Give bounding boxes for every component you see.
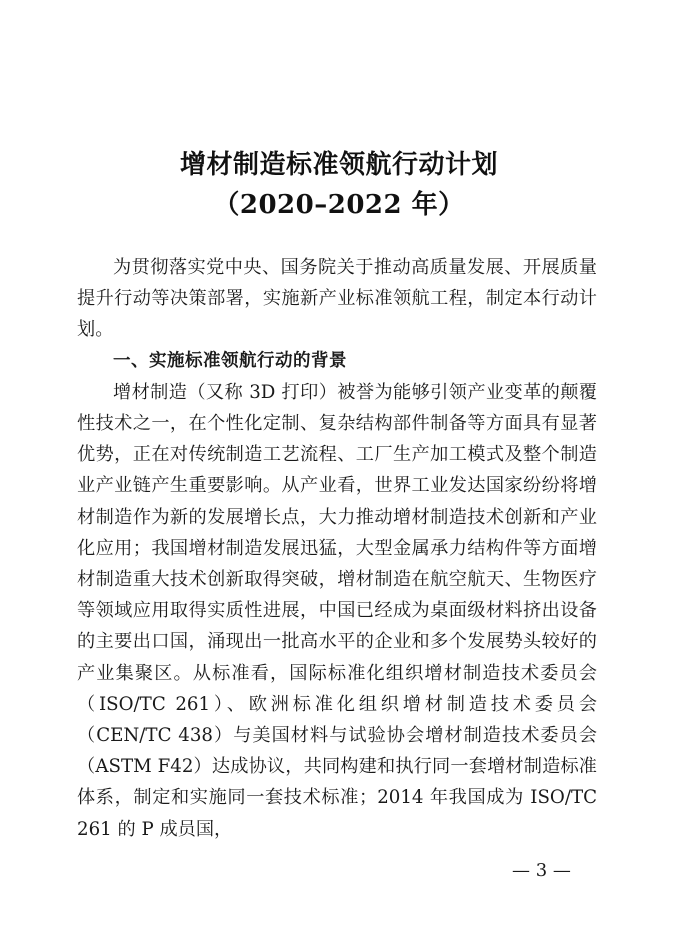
document-body (77, 252, 597, 845)
intro-paragraph: 为贯彻落实党中央、国务院关于推动高质量发展、开展质量提升行动等决策部署，实施新产业标准领航工程，制定本行动计划。 (77, 257, 597, 341)
background-paragraph: 增材制造（又称 3D 打印）被誉为能够引领产业变革的颠覆性技术之一，在个性化定制、复杂结构部件制备等方面具有显著优势，正在对传统制造工艺流程、工厂生产加工模式及整个制造业产业链产生重要影响。从产业看，世界工业发达国家纷纷将增材制造作为新的发展增长点，大力推动增材制造技术创新和产业化应用；我国增材制造发展迅猛，大型金属承力结构件等方面增材制造重大技术创新取得突破，增材制造在航空航天、生物医疗等领域应用取得实质性进展，中国已经成为桌面级材料挤出设备的主要出口国，涌现出一批高水平的企业和多个发展势头较好的产业集聚区。从标准看，国际标准化组织增材制造技术委员会（ISO/TC 261）、欧洲标准化组织增材制造技术委员会（CEN/TC 438）与美国材料与试验协会增材制造技术委员会（ASTM F42）达成协议，共同构建和执行同一套增材制造标准体系，制定和实施同一套技术标准；2014 年我国成为 ISO/TC 261 的 P 成员国， (77, 381, 597, 840)
section-heading-background: 一、实施标准领航行动的背景 (113, 350, 347, 371)
document-title: 增材制造标准领航行动计划 (179, 150, 498, 180)
document-subtitle-years: （2020–2022 年） (213, 190, 465, 220)
page-number: — 3 — (512, 860, 571, 881)
